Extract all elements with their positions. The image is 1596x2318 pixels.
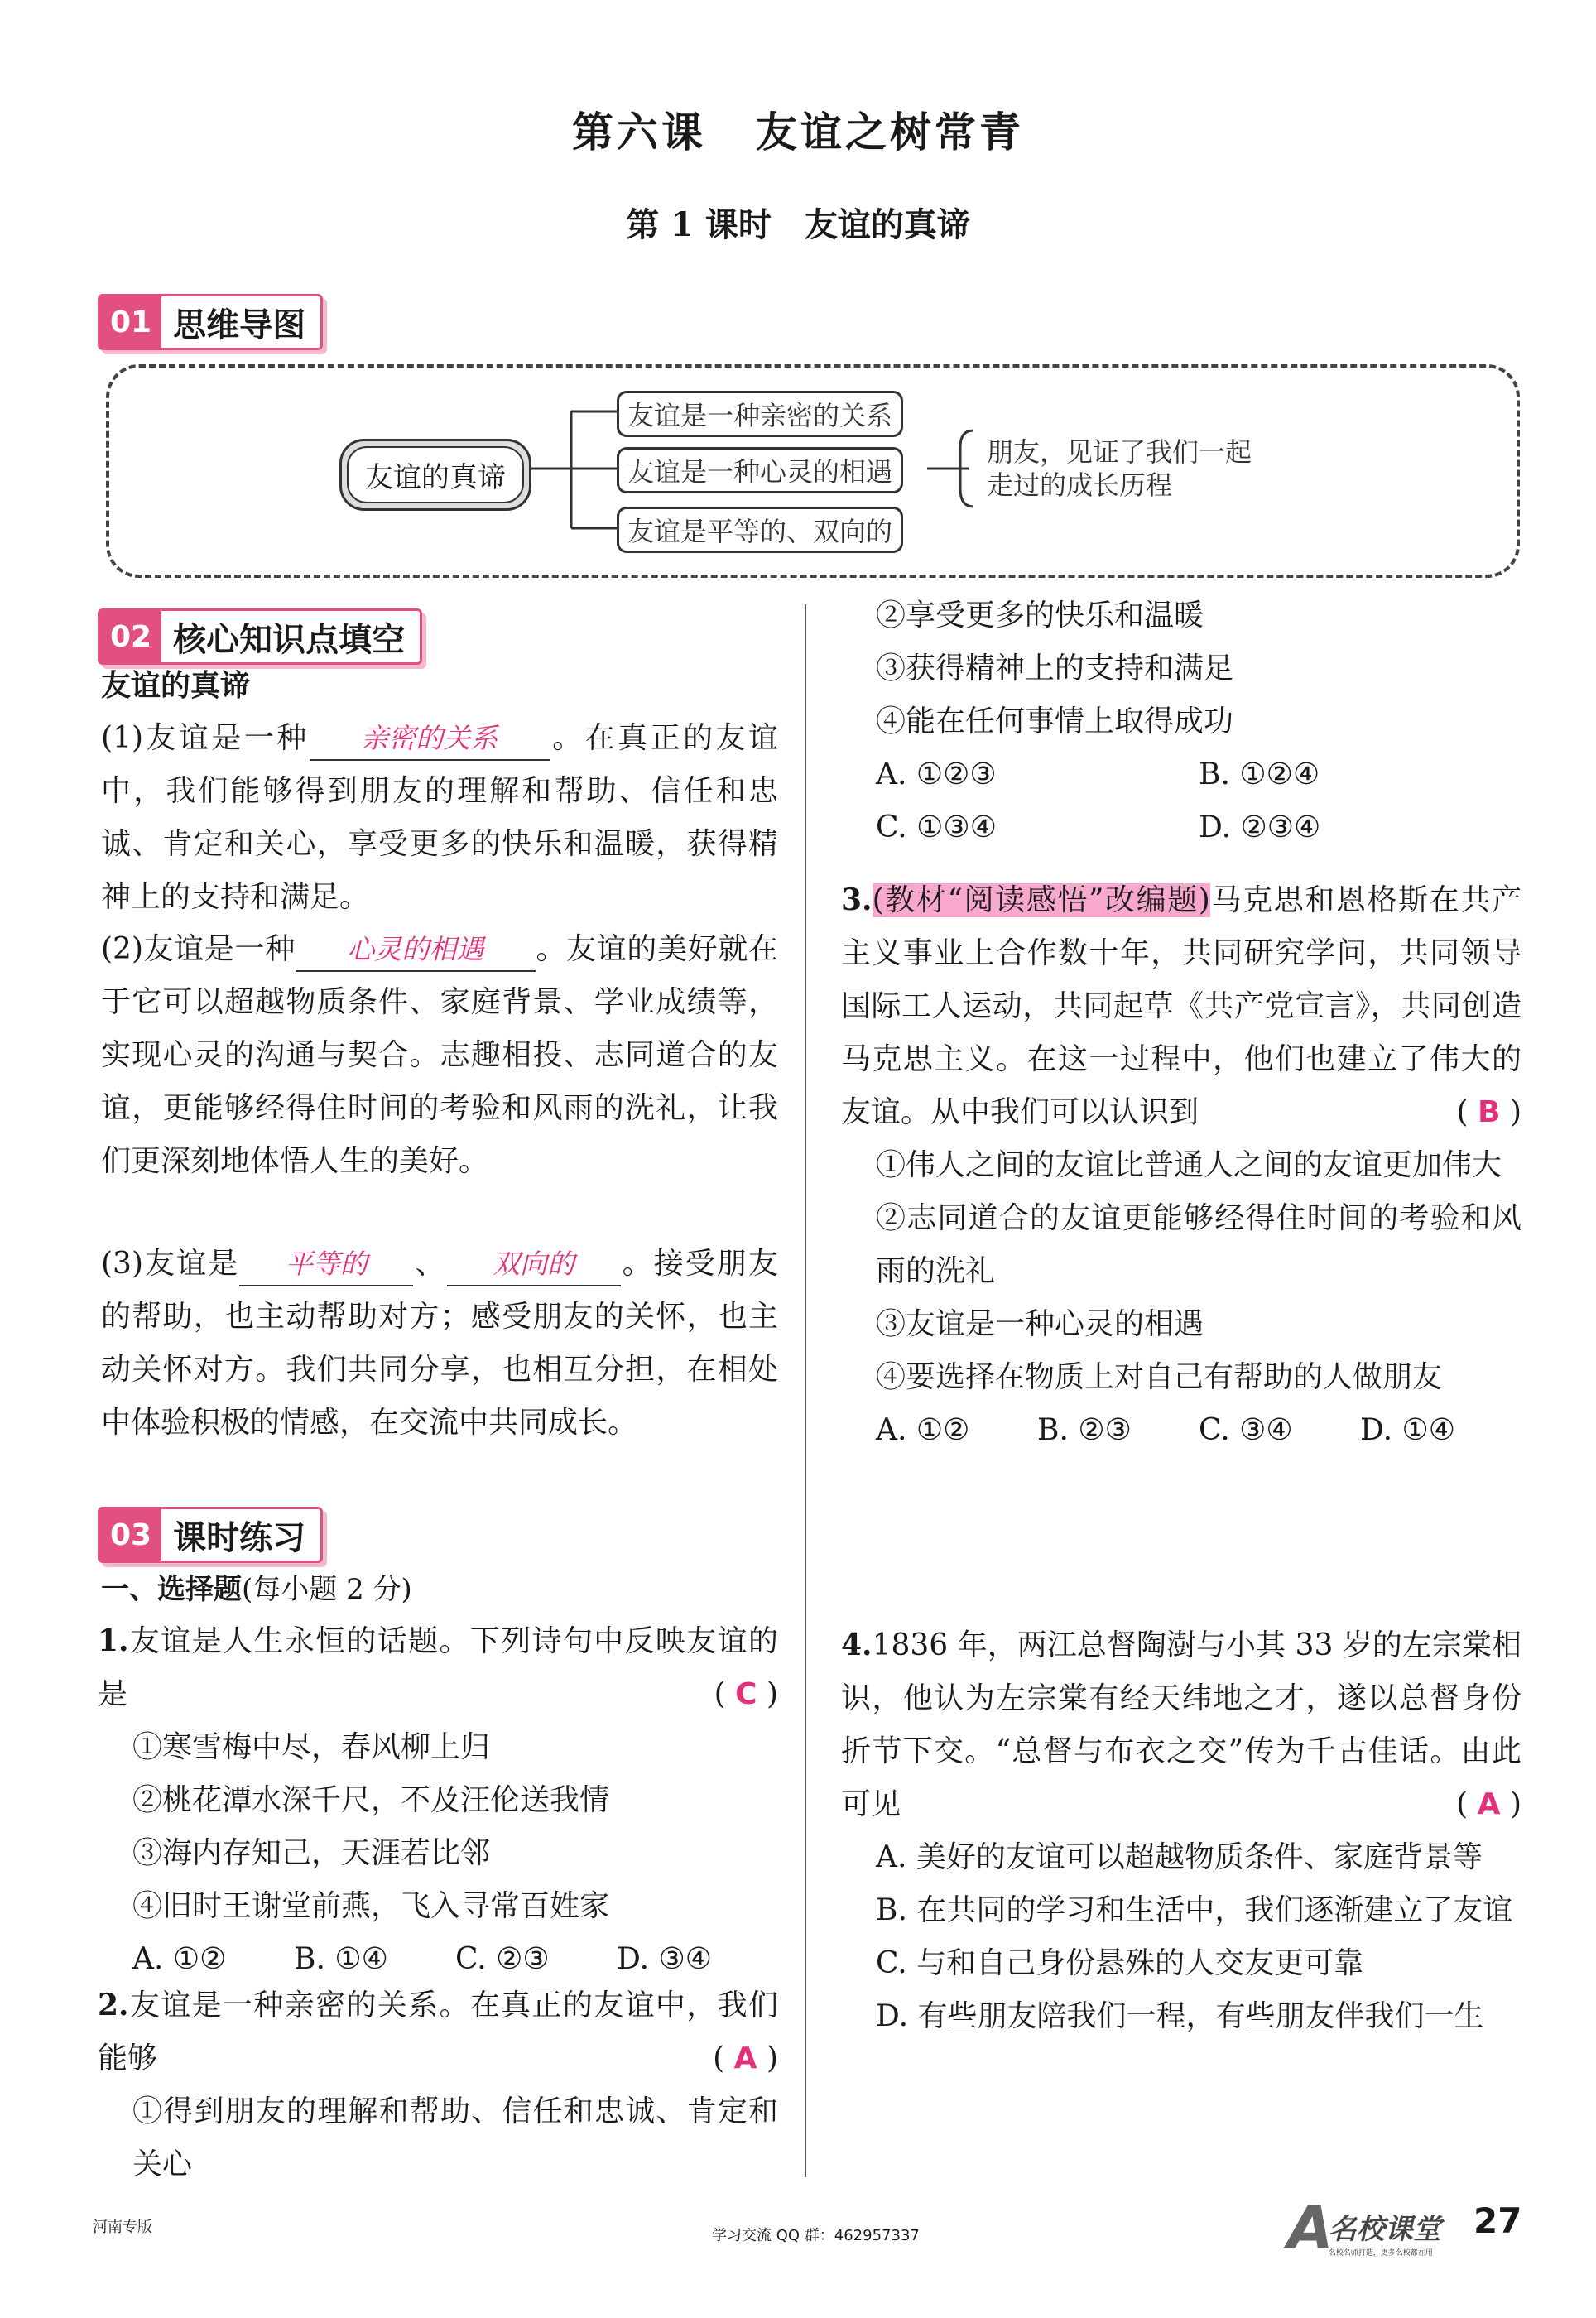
question-4: 4.1836 年，两江总督陶澍与小其 33 岁的左宗棠相识，他认为左宗棠有经天纬地之才，遂以总督身份折节下交。“总督与布衣之交”传为千古佳话。由此可见 ( A ) A. 美好的友谊可以超越物质条件、家庭背景等 B. 在共同的学习和生活中，我们逐渐建立了友谊 C. 与和自己身份悬殊的人交友更可靠 D. 有些朋友陪我们一程，有些朋友伴我们一生 <box>841 1618 1521 2043</box>
mind-map-connectors <box>0 0 1596 662</box>
answer-mark: C <box>735 1677 757 1711</box>
fill-blank: 平等的 <box>239 1243 413 1286</box>
core-paragraph-2: (2)友谊是一种 心灵的相遇 。友谊的美好就在于它可以超越物质条件、家庭背景、学业成绩等，实现心灵的沟通与契合。志趣相投、志同道合的友谊，更能够经得住时间的考验和风雨的洗礼，让我们更深刻地体悟人生的美好。 <box>101 923 778 1188</box>
brand-a-icon: A <box>1287 2193 1334 2263</box>
answer-bracket: ( C ) <box>714 1677 778 1711</box>
question-item: ②志同道合的友谊更能够经得住时间的考验和风雨的洗礼 <box>876 1201 1521 1288</box>
core-heading: 友谊的真谛 <box>101 669 251 703</box>
question-item: ③海内存知己，天涯若比邻 <box>132 1836 491 1870</box>
lesson-title: 第六课 友谊之树常青 <box>572 108 1024 156</box>
question-2: 2.友谊是一种亲密的关系。在真正的友谊中，我们能够 ( A ) ①得到朋友的理解和帮助、信任和忠诚、肯定和关心 <box>98 1979 778 2191</box>
section-header-mindmap: 01 思维导图 <box>98 294 323 350</box>
question-item: ④要选择在物质上对自己有帮助的人做朋友 <box>876 1360 1443 1394</box>
part-title: 一、选择题(每小题 2 分) <box>101 1573 412 1606</box>
question-item: ②享受更多的快乐和温暖 <box>876 599 1204 632</box>
fill-blank: 双向的 <box>447 1243 621 1286</box>
option-row: C. ①③④ D. ②③④ <box>876 810 1321 844</box>
mind-map-note: 朋友，见证了我们一起 走过的成长历程 <box>987 436 1252 501</box>
page-number: 27 <box>1473 2200 1522 2241</box>
footer-edition: 河南专版 <box>93 2219 152 2236</box>
option-item: A. 美好的友谊可以超越物质条件、家庭背景等 <box>876 1840 1483 1874</box>
footer-qq-group: 学习交流 QQ 群：462957337 <box>712 2227 920 2244</box>
answer-bracket: ( A ) <box>1456 1787 1521 1821</box>
mind-map-branch: 友谊是平等的、双向的 <box>617 507 903 553</box>
mind-map-branch: 友谊是一种亲密的关系 <box>617 391 903 437</box>
option-row: A. ①② B. ②③ C. ③④ D. ①④ <box>876 1413 1456 1447</box>
core-paragraph-1: (1)友谊是一种 亲密的关系 。在真正的友谊中，我们能够得到朋友的理解和帮助、信任和忠诚、肯定和关心，享受更多的快乐和温暖，获得精神上的支持和满足。 <box>101 712 778 924</box>
option-item: C. 与和自己身份悬殊的人交友更可靠 <box>876 1946 1364 1980</box>
mind-map-root: 友谊的真谛 <box>339 439 531 511</box>
question-item: ④旧时王谢堂前燕，飞入寻常百姓家 <box>132 1889 610 1923</box>
option-row: A. ①② B. ①④ C. ②③ D. ③④ <box>132 1942 713 1976</box>
question-item: ①寒雪梅中尽，春风柳上归 <box>132 1730 491 1764</box>
question-item: ①伟人之间的友谊比普通人之间的友谊更加伟大 <box>876 1148 1502 1182</box>
question-item: ③友谊是一种心灵的相遇 <box>876 1307 1204 1341</box>
fill-blank: 心灵的相遇 <box>296 929 536 972</box>
question-item: ③获得精神上的支持和满足 <box>876 652 1234 685</box>
answer-bracket: ( B ) <box>1456 1095 1521 1129</box>
section-header-core: 02 核心知识点填空 <box>98 608 422 665</box>
section-header-practice: 03 课时练习 <box>98 1507 323 1563</box>
core-paragraph-3: (3)友谊是 平等的 、 双向的 。接受朋友的帮助，也主动帮助对方；感受朋友的关怀，也主动关怀对方。我们共同分享，也相互分担，在相处中体验积极的情感，在交流中共同成长。 <box>101 1238 778 1450</box>
fill-blank: 亲密的关系 <box>310 718 550 761</box>
answer-bracket: ( A ) <box>713 2041 778 2075</box>
question-item: ②桃花潭水深千尺，不及汪伦送我情 <box>132 1783 610 1817</box>
period-title: 第 1 课时 友谊的真谛 <box>626 205 970 244</box>
question-2-continued <box>876 589 1521 854</box>
question-item: ④能在任何事情上取得成功 <box>876 705 1234 738</box>
question-item: ①得到朋友的理解和帮助、信任和忠诚、肯定和关心 <box>132 2094 778 2181</box>
question-3: 3.(教材“阅读感悟”改编题)马克思和恩格斯在共产主义事业上合作数十年，共同研究学问，共同领导国际工人运动，共同起草《共产党宣言》，共同创造马克思主义。在这一过程中，他们也建立了伟大的友谊。从中我们可以认识到 ( B ) ①伟人之间的友谊比普通人之间的友谊更加伟大 ②志同道合的友谊更能够经得住时间的考验和风雨的洗礼 ③友谊是一种心灵的相遇 ④要选择在物质上对自己有帮助的人做朋友 A. ①② B. ②③ C. ③④ D. ①④ <box>841 873 1521 1457</box>
column-divider <box>805 604 806 2177</box>
answer-mark: B <box>1478 1095 1501 1129</box>
mind-map-branch: 友谊是一种心灵的相遇 <box>617 447 903 493</box>
source-tag: (教材“阅读感悟”改编题) <box>872 883 1210 917</box>
answer-mark: A <box>733 2041 757 2075</box>
brand-logo: A 名校课堂 名校名师打造，更多名校都在用 <box>1287 2193 1441 2263</box>
option-item: B. 在共同的学习和生活中，我们逐渐建立了友谊 <box>876 1893 1513 1927</box>
option-item: D. 有些朋友陪我们一程，有些朋友伴我们一生 <box>876 1999 1484 2033</box>
question-1: 1.友谊是人生永恒的话题。下列诗句中反映友谊的是 ( C ) ①寒雪梅中尽，春风柳上归 ②桃花潭水深千尺，不及汪伦送我情 ③海内存知己，天涯若比邻 ④旧时王谢堂前燕，飞入寻常百姓家 A. ①② B. ①④ C. ②③ D. ③④ <box>98 1614 778 1986</box>
option-row: A. ①②③ B. ①②④ <box>876 757 1320 791</box>
answer-mark: A <box>1477 1787 1501 1821</box>
